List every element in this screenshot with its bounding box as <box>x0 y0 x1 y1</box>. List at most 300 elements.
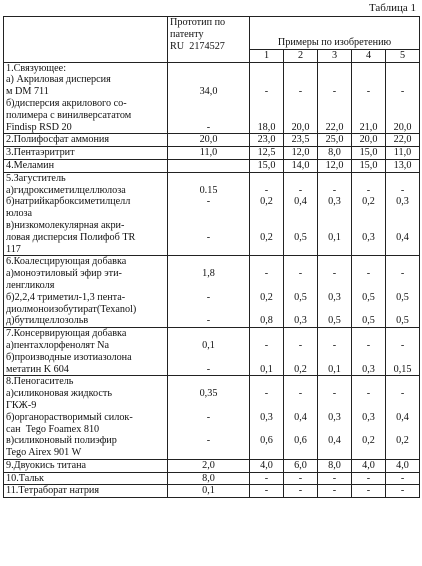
value: - <box>400 339 405 351</box>
value <box>388 447 417 459</box>
example-value-cell <box>250 472 284 485</box>
example-number: 4 <box>352 49 386 62</box>
value <box>286 220 315 232</box>
value <box>320 74 349 86</box>
value <box>170 220 247 232</box>
value: - <box>332 184 337 196</box>
value <box>388 304 417 316</box>
value <box>388 400 417 412</box>
value: - <box>206 435 211 447</box>
component-label: 3.Пентаэритрит <box>6 147 75 159</box>
value: 0,5 <box>362 291 375 303</box>
value: - <box>332 86 337 98</box>
header-row-top <box>4 17 420 50</box>
value <box>170 173 247 185</box>
value <box>320 424 349 436</box>
value <box>252 424 281 436</box>
prototype-value-cell <box>168 485 250 498</box>
value: 23,5 <box>291 134 310 146</box>
value: - <box>298 86 303 98</box>
example-value-cell <box>284 147 318 160</box>
value <box>320 220 349 232</box>
value <box>286 352 315 364</box>
value <box>388 280 417 292</box>
example-value-cell <box>284 472 318 485</box>
value <box>170 424 247 436</box>
example-value-cell <box>250 459 284 472</box>
value: 20,0 <box>359 134 378 146</box>
value: - <box>400 388 405 400</box>
value <box>320 208 349 220</box>
example-value-cell <box>284 376 318 460</box>
prototype-value-cell <box>168 62 250 134</box>
value <box>286 304 315 316</box>
value: 0,4 <box>328 435 341 447</box>
component-label: 7.Консервирующая добавка а)пентахлорфенолят Na б)производные изотиазолона метатин K 604 <box>6 328 132 375</box>
value: - <box>366 184 371 196</box>
value: 0,3 <box>362 231 375 243</box>
value: 15,0 <box>359 147 378 159</box>
example-value-cell <box>284 459 318 472</box>
value: 15,0 <box>359 159 378 171</box>
value <box>354 256 383 268</box>
value: 4,0 <box>362 459 375 471</box>
example-value-cell <box>250 376 284 460</box>
value <box>320 280 349 292</box>
value: 25,0 <box>325 134 344 146</box>
example-value-cell <box>352 62 386 134</box>
example-value-cell <box>386 328 420 376</box>
value: 8,0 <box>328 147 341 159</box>
value <box>252 74 281 86</box>
component-label: 1.Связующее: а) Акриловая дисперсия м DM 711 б)дисперсия акрилового со- полимера с винилверсататом Findisp RSD 20 <box>6 62 132 133</box>
value <box>354 328 383 340</box>
value: 8,0 <box>328 459 341 471</box>
example-value-cell <box>386 159 420 172</box>
value: - <box>298 388 303 400</box>
value: 0,1 <box>202 339 215 351</box>
value: - <box>206 121 211 133</box>
value <box>286 280 315 292</box>
value <box>286 63 315 75</box>
value: - <box>400 184 405 196</box>
value <box>388 244 417 256</box>
value: 20,0 <box>291 121 310 133</box>
value: 0,4 <box>396 411 409 423</box>
value <box>354 376 383 388</box>
value: - <box>264 184 269 196</box>
value <box>320 256 349 268</box>
component-label: 4.Меламин <box>6 159 55 171</box>
value: 1,8 <box>202 268 215 280</box>
value <box>354 110 383 122</box>
component-label: 6.Коалесцирующая добавка а)моноэтиловый эфир эти- ленгликоля б)2,2,4 триметил-1,3 пента- диолмоноизобутират(Texanol) д)бутилцеллозольв <box>6 256 137 327</box>
component-cell <box>4 328 168 376</box>
value <box>252 400 281 412</box>
value <box>388 98 417 110</box>
value <box>388 74 417 86</box>
value: - <box>298 472 303 484</box>
value <box>354 220 383 232</box>
example-value-cell <box>284 159 318 172</box>
value <box>170 376 247 388</box>
component-cell <box>4 159 168 172</box>
value <box>320 352 349 364</box>
value <box>388 220 417 232</box>
value: - <box>264 86 269 98</box>
table-row <box>4 159 420 172</box>
value: - <box>264 268 269 280</box>
value: 0,6 <box>294 435 307 447</box>
example-value-cell <box>386 134 420 147</box>
value: 0,3 <box>396 196 409 208</box>
value: 0.15 <box>199 184 218 196</box>
value <box>286 74 315 86</box>
value <box>354 424 383 436</box>
value: 4,0 <box>260 459 273 471</box>
value <box>170 400 247 412</box>
value <box>170 328 247 340</box>
example-value-cell <box>352 256 386 328</box>
table-row <box>4 328 420 376</box>
value: - <box>298 485 303 497</box>
value <box>170 280 247 292</box>
value <box>320 328 349 340</box>
value: - <box>206 315 211 327</box>
value: 0,2 <box>260 231 273 243</box>
value <box>354 304 383 316</box>
value <box>354 74 383 86</box>
example-value-cell <box>284 134 318 147</box>
example-value-cell <box>250 62 284 134</box>
example-value-cell <box>250 159 284 172</box>
value: 0,1 <box>202 485 215 497</box>
value: 0,4 <box>294 411 307 423</box>
component-label: 8.Пеногаситель а)силиконовая жидкость ГКЖ-9 б)органорастворимый силок- сан Tego Foamex 810 в)силиконовый полиэфир Tego Airex 901 W <box>6 376 133 459</box>
value: 20,0 <box>393 121 412 133</box>
component-cell <box>4 459 168 472</box>
component-header <box>4 17 168 63</box>
example-value-cell <box>352 328 386 376</box>
value: 6,0 <box>294 459 307 471</box>
value <box>388 63 417 75</box>
value: 0,8 <box>260 315 273 327</box>
component-label: 10.Тальк <box>6 472 44 484</box>
value <box>170 74 247 86</box>
example-value-cell <box>250 256 284 328</box>
component-cell <box>4 376 168 460</box>
example-value-cell <box>352 159 386 172</box>
value: - <box>332 388 337 400</box>
example-value-cell <box>352 459 386 472</box>
value: 13,0 <box>393 159 412 171</box>
value <box>388 173 417 185</box>
example-value-cell <box>318 147 352 160</box>
value <box>354 280 383 292</box>
value: - <box>298 268 303 280</box>
value: - <box>332 472 337 484</box>
value: 2,0 <box>202 459 215 471</box>
value: 0,3 <box>260 411 273 423</box>
value <box>252 304 281 316</box>
value <box>252 220 281 232</box>
component-cell <box>4 485 168 498</box>
value <box>170 256 247 268</box>
value <box>170 208 247 220</box>
value: 18,0 <box>257 121 276 133</box>
example-number: 5 <box>386 49 420 62</box>
component-cell <box>4 172 168 256</box>
value <box>252 208 281 220</box>
table-row <box>4 256 420 328</box>
value: 0,2 <box>294 363 307 375</box>
value: 0,3 <box>328 196 341 208</box>
value: 11,0 <box>199 147 218 159</box>
example-value-cell <box>318 172 352 256</box>
table-row <box>4 134 420 147</box>
example-value-cell <box>318 472 352 485</box>
value: 0,15 <box>393 363 412 375</box>
example-value-cell <box>386 147 420 160</box>
value: - <box>264 388 269 400</box>
value: 0,2 <box>362 435 375 447</box>
value: 0,3 <box>362 363 375 375</box>
value <box>286 256 315 268</box>
example-value-cell <box>318 485 352 498</box>
value <box>170 304 247 316</box>
value <box>286 447 315 459</box>
table-row <box>4 485 420 498</box>
value <box>286 110 315 122</box>
component-cell <box>4 147 168 160</box>
value: 12,5 <box>257 147 276 159</box>
value: - <box>264 485 269 497</box>
table-row <box>4 172 420 256</box>
value <box>354 400 383 412</box>
value: 20,0 <box>199 134 218 146</box>
component-label: 9.Двуокись титана <box>6 459 87 471</box>
composition-table <box>3 16 420 498</box>
value: 0,35 <box>199 388 218 400</box>
value <box>252 376 281 388</box>
value <box>320 98 349 110</box>
table-row <box>4 62 420 134</box>
value <box>286 376 315 388</box>
prototype-value-cell <box>168 134 250 147</box>
example-value-cell <box>250 328 284 376</box>
example-value-cell <box>386 62 420 134</box>
value: 0,5 <box>396 315 409 327</box>
table-row <box>4 147 420 160</box>
value: 0,5 <box>396 291 409 303</box>
example-value-cell <box>318 376 352 460</box>
value: - <box>366 485 371 497</box>
prototype-value-cell <box>168 147 250 160</box>
example-value-cell <box>250 172 284 256</box>
value <box>170 160 247 172</box>
value <box>170 244 247 256</box>
value: 0,1 <box>328 363 341 375</box>
example-value-cell <box>250 134 284 147</box>
example-value-cell <box>284 256 318 328</box>
prototype-header: Прототип по патенту RU 2174527 <box>168 17 250 63</box>
example-value-cell <box>284 328 318 376</box>
value: 0,2 <box>396 435 409 447</box>
value <box>170 63 247 75</box>
value: 0,5 <box>294 291 307 303</box>
value <box>320 376 349 388</box>
value <box>170 352 247 364</box>
value <box>252 447 281 459</box>
example-value-cell <box>352 472 386 485</box>
prototype-value-cell <box>168 472 250 485</box>
value: 4,0 <box>396 459 409 471</box>
table-body <box>4 62 420 498</box>
value <box>252 63 281 75</box>
example-value-cell <box>318 459 352 472</box>
component-label: 11.Тетраборат натрия <box>6 485 100 497</box>
value <box>388 328 417 340</box>
value: 0,1 <box>328 231 341 243</box>
component-label: 2.Полифосфат аммония <box>6 134 110 146</box>
value: 12,0 <box>325 159 344 171</box>
value: - <box>206 411 211 423</box>
value: 12,0 <box>291 147 310 159</box>
table-row <box>4 459 420 472</box>
value <box>388 208 417 220</box>
value: 0,2 <box>362 196 375 208</box>
value <box>354 208 383 220</box>
value: 22,0 <box>325 121 344 133</box>
value: 0,6 <box>260 435 273 447</box>
example-value-cell <box>352 485 386 498</box>
value: - <box>366 86 371 98</box>
component-cell <box>4 134 168 147</box>
component-cell <box>4 472 168 485</box>
value <box>252 244 281 256</box>
example-value-cell <box>250 485 284 498</box>
example-value-cell <box>318 256 352 328</box>
value <box>286 208 315 220</box>
value: 22,0 <box>393 134 412 146</box>
value <box>320 173 349 185</box>
value: 0,3 <box>328 411 341 423</box>
value <box>170 447 247 459</box>
value: - <box>400 86 405 98</box>
example-value-cell <box>318 62 352 134</box>
value <box>286 98 315 110</box>
value: 15,0 <box>257 159 276 171</box>
example-value-cell <box>318 159 352 172</box>
value <box>354 98 383 110</box>
value: - <box>298 184 303 196</box>
value: - <box>206 231 211 243</box>
value: - <box>400 485 405 497</box>
value <box>286 244 315 256</box>
value: 0,2 <box>260 196 273 208</box>
value <box>286 424 315 436</box>
value: 0,4 <box>294 196 307 208</box>
value: 0,5 <box>362 315 375 327</box>
value: - <box>332 268 337 280</box>
value: - <box>264 472 269 484</box>
example-value-cell <box>386 459 420 472</box>
prototype-value-cell <box>168 328 250 376</box>
value <box>354 63 383 75</box>
value: - <box>206 291 211 303</box>
value <box>320 244 349 256</box>
value <box>354 244 383 256</box>
value: 0,5 <box>328 315 341 327</box>
value <box>170 110 247 122</box>
component-cell <box>4 62 168 134</box>
prototype-value-cell <box>168 172 250 256</box>
value <box>252 328 281 340</box>
value: - <box>400 268 405 280</box>
example-number: 2 <box>284 49 318 62</box>
example-value-cell <box>318 134 352 147</box>
value: - <box>366 388 371 400</box>
value <box>170 98 247 110</box>
value: - <box>206 363 211 375</box>
example-value-cell <box>250 147 284 160</box>
value <box>286 173 315 185</box>
value: 23,0 <box>257 134 276 146</box>
value: - <box>400 472 405 484</box>
value: 14,0 <box>291 159 310 171</box>
value <box>320 400 349 412</box>
value <box>252 98 281 110</box>
component-cell <box>4 256 168 328</box>
example-value-cell <box>352 172 386 256</box>
value <box>388 256 417 268</box>
example-value-cell <box>352 147 386 160</box>
prototype-value-cell <box>168 376 250 460</box>
example-value-cell <box>352 134 386 147</box>
value: - <box>332 485 337 497</box>
example-value-cell <box>386 485 420 498</box>
value <box>354 447 383 459</box>
value: 0,4 <box>396 231 409 243</box>
value: 21,0 <box>359 121 378 133</box>
value: - <box>298 339 303 351</box>
value <box>286 400 315 412</box>
example-value-cell <box>386 376 420 460</box>
table-row <box>4 472 420 485</box>
value <box>252 256 281 268</box>
value <box>320 447 349 459</box>
value: - <box>332 339 337 351</box>
value: 0,2 <box>260 291 273 303</box>
value <box>388 110 417 122</box>
value: 0,3 <box>362 411 375 423</box>
value <box>388 424 417 436</box>
value: - <box>264 339 269 351</box>
value <box>388 352 417 364</box>
example-value-cell <box>284 62 318 134</box>
example-value-cell <box>284 485 318 498</box>
value <box>286 328 315 340</box>
value: 34,0 <box>199 86 218 98</box>
examples-header: Примеры по изобретению <box>250 17 420 50</box>
value: - <box>366 339 371 351</box>
table-caption: Таблица 1 <box>368 2 416 14</box>
prototype-value-cell <box>168 159 250 172</box>
component-label: 5.Загуститель а)гидроксиметилцеллюлоза б)натрийкарбоксиметилцелл юлоза в)низкомолекулярная акри- ловая дисперсия Полифоб TR 117 <box>6 172 136 255</box>
example-value-cell <box>318 328 352 376</box>
table-row <box>4 376 420 460</box>
example-number: 1 <box>250 49 284 62</box>
